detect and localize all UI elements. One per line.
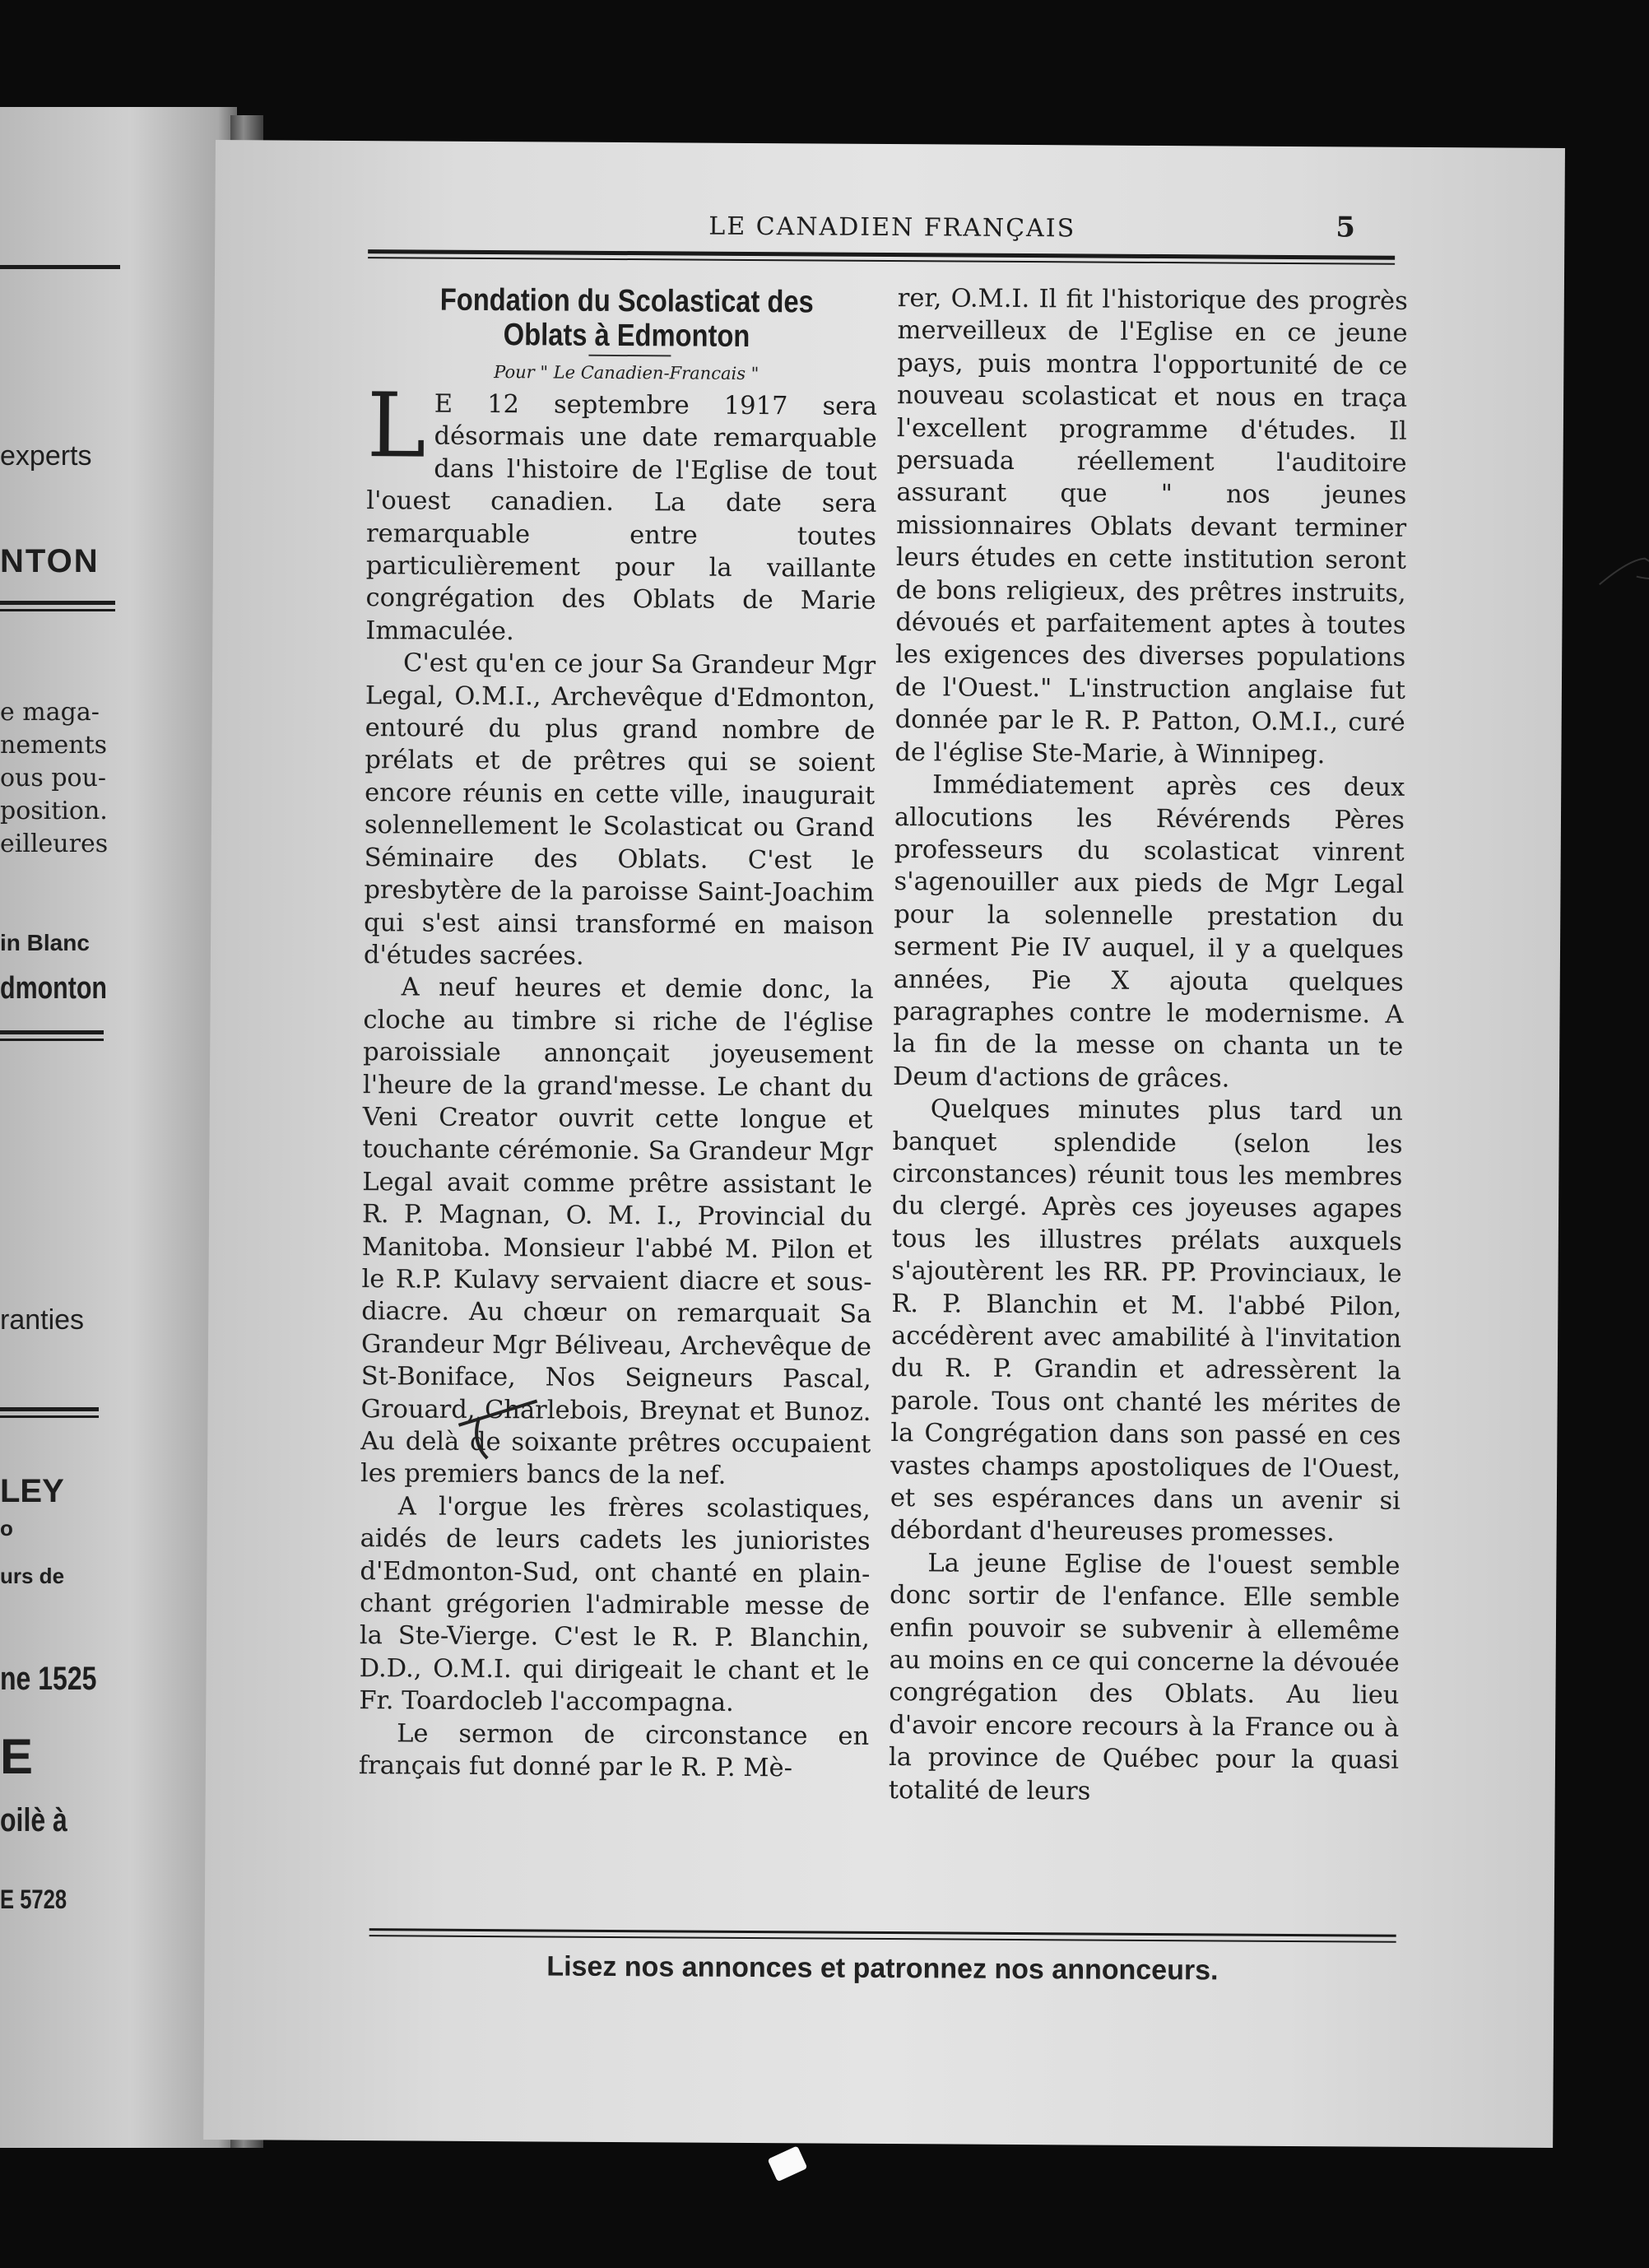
paragraph: La jeune Eglise de l'ouest semble donc sortir de l'enfance. Elle semble enfin pouvoir se subvenir à ellemême au moins en ce qui concerne la dévouée congrégation des Oblats. Au lieu d'avoir encore recours à la France ou à la province de Québec pour la quasi totalité de leurs — [888, 1549, 1400, 1806]
divider — [0, 1407, 99, 1411]
ad-fragment: oilè à — [0, 1802, 67, 1838]
paragraph: A l'orgue les frères scolastiques, aidés de leurs cadets les junioristes d'Edmonton-Sud, ont chanté en plain-chant grégorien l'admirable messe de la Ste-Vierge. C'est le R. P. Blanchin, D.D., O.M.I. qui dirigeait le chant et le Fr. Toardocleb l'accompagna. — [359, 1492, 871, 1718]
ad-fragment: experts — [0, 440, 92, 472]
divider — [0, 601, 115, 605]
ad-fragment: dmonton — [0, 971, 108, 1006]
article-title: Fondation du Scolasticat des Oblats à Edmonton — [439, 282, 814, 354]
footer-slogan: Lisez nos annonces et patronnez nos annonceurs. — [546, 1950, 1219, 1987]
ad-fragment: E — [0, 1729, 34, 1784]
ad-fragment: e maga- — [0, 698, 100, 727]
ad-fragment: ous pou- — [0, 764, 107, 792]
ad-fragment: ranties — [0, 1304, 85, 1336]
paragraph: A neuf heures et demie donc, la cloche au timbre si riche de l'église paroissiale annonçait joyeusement l'heure de la grand'messe. Le chant du Veni Creator ouvrit cette longue et touchante cérémonie. Sa Grandeur Mgr Legal avait comme prêtre assistant le R. P. Magnan, O. M. I., Provincial du Manitoba. Monsieur l'abbé M. Pilon et le R.P. Kulavy servaient diacre et sous-diacre. Au chœur on remarquait Sa Grandeur Mgr Béliveau, Archevêque de St-Boniface, Nos Seigneurs Pascal, Grouard, Charlebois, Breynat et Bunoz. Au delà de soixante prêtres occupaient les premiers bancs de la nef. — [360, 973, 874, 1491]
paragraph: C'est qu'en ce jour Sa Grandeur Mgr Legal, O.M.I., Archevêque d'Edmonton, entouré du plus grand nombre de prélats et de prêtres qui se soient encore réunis en cette ville, inaugurait solennellement le Scolasticat ou Grand Séminaire des Oblats. C'est le presbytère de la paroisse Saint-Joachim qui s'est ainsi transformé en maison d'études sacrées. — [363, 648, 876, 971]
left-page-fragment — [0, 107, 237, 2148]
ad-fragment: nements — [0, 731, 108, 760]
divider — [0, 1030, 104, 1034]
scratch-mark — [1596, 551, 1649, 610]
ad-fragment: LEY — [0, 1473, 64, 1509]
ad-fragment: E 5728 — [0, 1885, 67, 1914]
running-header: LE CANADIEN FRANÇAIS — [708, 211, 1076, 244]
ad-fragment: NTON — [0, 543, 100, 579]
ad-fragment: ne 1525 — [0, 1661, 97, 1697]
paragraph: Le sermon de circonstance en français fut donné par le R. P. Mè- — [358, 1719, 870, 1783]
byline: Pour " Le Canadien-Francais " — [494, 362, 759, 384]
article-column-2 — [889, 282, 1408, 1810]
ad-fragment: o — [0, 1516, 13, 1541]
divider — [0, 1039, 104, 1041]
ad-fragment: in Blanc — [0, 930, 90, 955]
drop-cap: L — [366, 374, 426, 478]
page-number: 5 — [1335, 211, 1356, 244]
ad-fragment: eilleures — [0, 830, 109, 858]
article-column-1 — [358, 374, 878, 1785]
right-page — [203, 140, 1565, 2148]
paragraph: Quelques minutes plus tard un banquet splendide (selon les circonstances) réunit tous les membres du clergé. Après ces joyeuses agapes tous les illustres prélats auxquels s'ajoutèrent les RR. PP. Provinciaux, le R. P. Blanchin et M. l'abbé Pilon, accédèrent avec amabilité à l'invitation du R. P. Grandin et adressèrent la parole. Tous ont chanté les mérites de la Congrégation dans son passé en ces vastes champs apostoliques de l'Ouest, et ses espérances dans un avenir si débordant d'heureuses promesses. — [890, 1094, 1403, 1548]
paper-flaw — [768, 2145, 808, 2182]
paragraph: Immédiatement après ces deux allocutions les Révérends Pères professeurs du scolasticat vinrent s'agenouiller aux pieds de Mgr Legal pour la solennelle prestation du serment Pie IV auquel, il y a quelques années, Pie X ajouta quelques paragraphes contre le modernisme. A la fin de la messe on chanta un te Deum d'actions de grâces. — [892, 770, 1405, 1094]
paragraph: rer, O.M.I. Il fit l'historique des progrès merveilleux de l'Eglise en ce jeune pays, puis montra l'opportunité de ce nouveau scolasticat et nous en traça l'excellent programme d'études. Il persuada réellement l'auditoire assurant que " nos jeunes missionnaires Oblats devant terminer leurs études en cette institution seront de bons religieux, des prêtres instruits, dévoués et parfaitement aptes à toutes les exigences des diverses populations de l'Ouest." L'instruction anglaise fut donnée par le R. P. Patton, O.M.I., curé de l'église Ste-Marie, à Winnipeg. — [894, 284, 1408, 769]
ad-fragment: position. — [0, 797, 108, 825]
scratch-mark — [454, 1392, 546, 1467]
ad-fragment: urs de — [0, 1564, 65, 1588]
divider — [0, 265, 120, 269]
paragraph: L E 12 septembre 1917 sera désormais une date remarquable dans l'histoire de l'Eglise de tout l'ouest canadien. La date sera remarquable entre toutes particulièrement pour la vaillante congrégation des Oblats de Marie Immaculée. — [365, 374, 878, 647]
divider — [0, 1415, 99, 1418]
title-rule — [588, 355, 671, 357]
divider — [0, 609, 115, 611]
